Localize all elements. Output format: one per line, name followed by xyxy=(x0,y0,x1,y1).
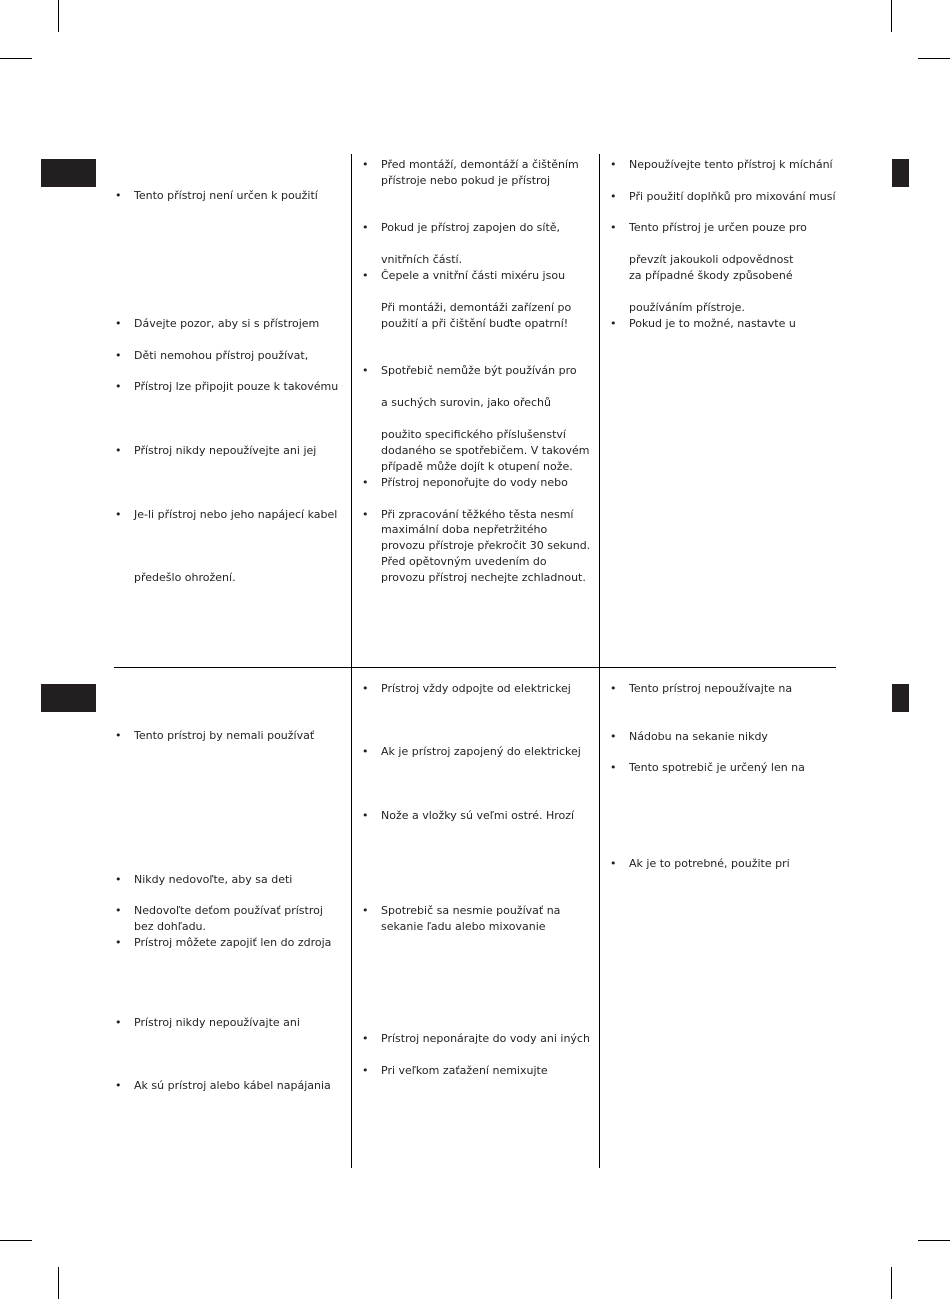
bullet-icon: • xyxy=(610,190,617,203)
column-divider-top-1 xyxy=(351,154,352,668)
bullet-icon: • xyxy=(362,158,369,171)
column-divider-top-2 xyxy=(599,154,600,668)
list-item-text: Spotrebič sa nesmie používať na xyxy=(381,904,561,917)
bullet-icon: • xyxy=(362,1064,369,1077)
list-item-text: Při použití doplňků pro mixování musí xyxy=(629,190,836,203)
bullet-icon: • xyxy=(115,873,122,886)
list-item-text: dodaného se spotřebičem. V takovém xyxy=(381,444,590,457)
bullet-icon: • xyxy=(362,364,369,377)
language-tab-left-top xyxy=(41,159,96,187)
list-item-text: Nedovoľte deťom používať prístroj xyxy=(134,904,323,917)
bullet-icon: • xyxy=(115,189,122,202)
list-item-text: a suchých surovin, jako ořechů xyxy=(381,396,552,409)
list-item-text: Pokud je přístroj zapojen do sítě, xyxy=(381,221,561,234)
list-item-text: Ak sú prístroj alebo kábel napájania xyxy=(134,1079,331,1092)
bullet-icon: • xyxy=(115,380,122,393)
bullet-icon: • xyxy=(610,682,617,695)
language-tab-right-top xyxy=(892,159,909,187)
bullet-icon: • xyxy=(610,761,617,774)
list-item-text: Pri veľkom zaťažení nemixujte xyxy=(381,1064,548,1077)
bullet-icon: • xyxy=(362,904,369,917)
list-item-text: Dávejte pozor, aby si s přístrojem xyxy=(134,317,320,330)
list-item-text: Tento prístroj nepoužívajte na xyxy=(629,682,793,695)
list-item-text: za případné škody způsobené xyxy=(629,269,793,282)
list-item-text: Přístroj neponořujte do vody nebo xyxy=(381,476,568,489)
list-item-text: Prístroj nikdy nepoužívajte ani xyxy=(134,1016,300,1029)
list-item-text: Pokud je to možné, nastavte u xyxy=(629,317,796,330)
list-item-text: Tento spotrebič je určený len na xyxy=(629,761,805,774)
list-item-text: přístroje nebo pokud je přístroj xyxy=(381,174,551,187)
list-item-text: Před montáží, demontáží a čištěním xyxy=(381,158,579,171)
bullet-icon: • xyxy=(115,317,122,330)
crop-mark-top-right xyxy=(918,58,950,59)
list-item-text: Před opětovným uvedením do xyxy=(381,555,547,568)
bullet-icon: • xyxy=(115,1079,122,1092)
bullet-icon: • xyxy=(362,809,369,822)
list-item-text: Je-li přístroj nebo jeho napájecí kabel xyxy=(134,508,338,521)
list-item-text: použití a při čištění buďte opatrní! xyxy=(381,317,569,330)
bullet-icon: • xyxy=(362,508,369,521)
list-item-text: vnitřních částí. xyxy=(381,253,463,266)
list-item-text: Ak je to potrebné, použite pri xyxy=(629,857,790,870)
bullet-icon: • xyxy=(115,729,122,742)
list-item-text: Nikdy nedovoľte, aby sa deti xyxy=(134,873,293,886)
list-item-text: Tento prístroj by nemali používať xyxy=(134,729,315,742)
list-item-text: provozu přístroj nechejte zchladnout. xyxy=(381,571,586,584)
bullet-icon: • xyxy=(115,444,122,457)
column-divider-bottom-1 xyxy=(351,668,352,1168)
list-item-text: převzít jakoukoli odpovědnost xyxy=(629,253,794,266)
bullet-icon: • xyxy=(115,1016,122,1029)
crop-mark-bottom-left xyxy=(58,1267,59,1299)
list-item-text: maximální doba nepřetržitého xyxy=(381,523,548,536)
list-item-text: Tento přístroj není určen k použití xyxy=(134,189,318,202)
language-tab-left-bottom xyxy=(41,684,96,712)
crop-mark-bottom-right xyxy=(891,1267,892,1299)
bullet-icon: • xyxy=(362,221,369,234)
list-item-text: Prístroj vždy odpojte od elektrickej xyxy=(381,682,571,695)
language-tab-right-bottom xyxy=(892,684,909,712)
list-item-text: provozu přístroje překročit 30 sekund. xyxy=(381,539,591,552)
crop-mark-bottom-right xyxy=(918,1240,950,1241)
bullet-icon: • xyxy=(362,476,369,489)
list-item-text: předešlo ohrožení. xyxy=(134,571,236,584)
bullet-icon: • xyxy=(362,269,369,282)
bullet-icon: • xyxy=(115,349,122,362)
bullet-icon: • xyxy=(610,730,617,743)
bullet-icon: • xyxy=(610,317,617,330)
list-item-text: Ak je prístroj zapojený do elektrickej xyxy=(381,745,581,758)
bullet-icon: • xyxy=(610,221,617,234)
bullet-icon: • xyxy=(610,857,617,870)
bullet-icon: • xyxy=(610,158,617,171)
list-item-text: bez dohľadu. xyxy=(134,920,207,933)
list-item-text: Čepele a vnitřní části mixéru jsou xyxy=(381,269,566,282)
list-item-text: případě může dojít k otupení nože. xyxy=(381,460,573,473)
list-item-text: sekanie ľadu alebo mixovanie xyxy=(381,920,546,933)
list-item-text: Prístroj môžete zapojiť len do zdroja xyxy=(134,936,332,949)
list-item-text: Nádobu na sekanie nikdy xyxy=(629,730,768,743)
bullet-icon: • xyxy=(362,745,369,758)
bullet-icon: • xyxy=(115,508,122,521)
crop-mark-top-left xyxy=(58,0,59,32)
list-item-text: použito specifického příslušenství xyxy=(381,428,566,441)
list-item-text: Spotřebič nemůže být používán pro xyxy=(381,364,577,377)
list-item-text: Přístroj lze připojit pouze k takovému xyxy=(134,380,339,393)
crop-mark-bottom-left xyxy=(0,1240,32,1241)
section-divider xyxy=(114,667,836,668)
list-item-text: Při zpracování těžkého těsta nesmí xyxy=(381,508,574,521)
bullet-icon: • xyxy=(115,936,122,949)
bullet-icon: • xyxy=(115,904,122,917)
list-item-text: Prístroj neponárajte do vody ani iných xyxy=(381,1032,590,1045)
bullet-icon: • xyxy=(362,682,369,695)
list-item-text: Nože a vložky sú veľmi ostré. Hrozí xyxy=(381,809,575,822)
crop-mark-top-left xyxy=(0,58,32,59)
list-item-text: Přístroj nikdy nepoužívejte ani jej xyxy=(134,444,317,457)
crop-mark-top-right xyxy=(891,0,892,32)
list-item-text: Tento přístroj je určen pouze pro xyxy=(629,221,807,234)
column-divider-bottom-2 xyxy=(599,668,600,1168)
list-item-text: Nepoužívejte tento přístroj k míchání xyxy=(629,158,833,171)
list-item-text: používáním přístroje. xyxy=(629,301,745,314)
list-item-text: Děti nemohou přístroj používat, xyxy=(134,349,309,362)
list-item-text: Při montáži, demontáži zařízení po xyxy=(381,301,572,314)
bullet-icon: • xyxy=(362,1032,369,1045)
